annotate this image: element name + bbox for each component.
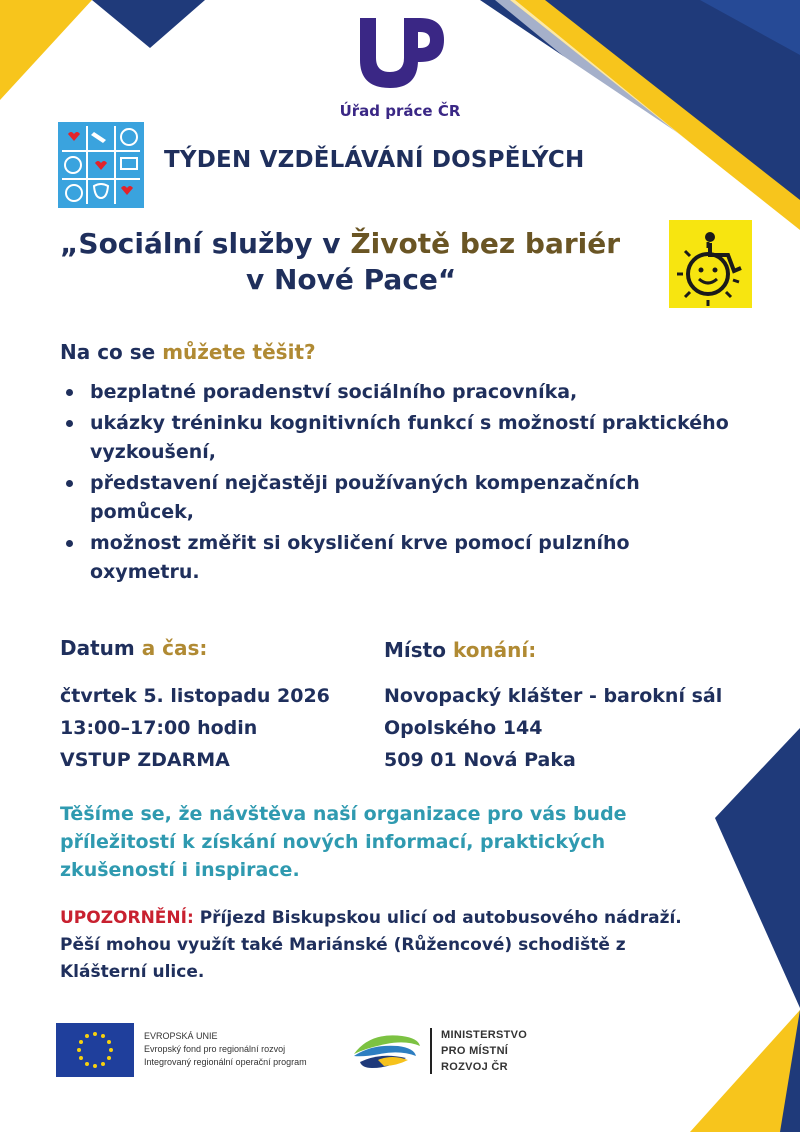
mmr-line1: MINISTERSTVO [441,1029,528,1041]
benefits-heading [60,340,316,364]
street-line: Opolského 144 [384,717,543,739]
accessibility-logo [669,220,752,308]
mmr-divider [430,1028,432,1074]
notice [60,905,700,986]
eu-flag [56,1023,134,1077]
logo-caption: Úřad práce ČR [339,102,461,120]
education-week-logo [58,122,144,208]
venue-line: Novopacký klášter - barokní sál [384,685,723,707]
title-part-a: „Sociální služby v [60,227,351,260]
eu-line1: EVROPSKÁ UNIE [144,1031,218,1041]
eu-text [144,1030,307,1069]
mmr-text [441,1027,527,1075]
date-details [60,680,330,776]
notice-label: UPOZORNĚNÍ: [60,908,194,928]
date-line: čtvrtek 5. listopadu 2026 [60,685,330,707]
list-item: ukázky tréninku kognitivních funkcí s možností praktického vyzkoušení, [62,409,742,467]
place-heading-b: konání: [452,638,537,662]
list-item: možnost změřit si okysličení krve pomocí pulzního oxymetru. [62,529,742,587]
mmr-line2: PRO MÍSTNÍ [441,1045,509,1057]
eu-stars-icon [56,1023,134,1077]
notice-text: Příjezd Biskupskou ulicí od autobusového nádraží. Pěší mohou využít také Mariánské (Růžencové) schodiště z Klášterní ulice. [60,908,682,982]
wheelchair-sun-icon [669,220,752,308]
mmr-logo [350,1026,422,1078]
eu-line2: Evropský fond pro regionální rozvoj [144,1044,286,1054]
list-item: představení nejčastěji používaných kompenzačních pomůcek, [62,469,742,527]
city-line: 509 01 Nová Paka [384,749,576,771]
mmr-line3: ROZVOJ ČR [441,1061,508,1073]
education-grid-icon [58,122,144,208]
urad-prace-logo [300,14,500,120]
benefits-list [62,378,742,589]
benefits-heading-a: Na co se [60,340,163,364]
series-title: TÝDEN VZDĚLÁVÁNÍ DOSPĚLÝCH [164,147,585,173]
up-logo-icon [354,14,446,98]
date-heading [60,636,207,660]
date-heading-a: Datum [60,636,142,660]
eu-line3: Integrovaný regionální operační program [144,1057,307,1067]
place-heading [384,638,536,662]
invite-text: Těšíme se, že návštěva naší organizace pro vás bude příležitostí k získání nových informací, praktických zkušeností i inspirace. [60,803,627,881]
title-line-2: v Nové Pace“ [246,263,457,296]
time-line: 13:00–17:00 hodin [60,717,258,739]
mmr-swirl-icon [350,1026,422,1074]
benefits-heading-b: můžete těšit? [162,340,316,364]
event-title [60,226,660,298]
date-heading-b: a čas: [141,636,208,660]
title-part-b: Životě bez bariér [350,227,621,260]
list-item: bezplatné poradenství sociálního pracovníka, [62,378,742,407]
place-details [384,680,722,776]
place-heading-a: Místo [384,638,453,662]
entry-line: VSTUP ZDARMA [60,749,230,771]
